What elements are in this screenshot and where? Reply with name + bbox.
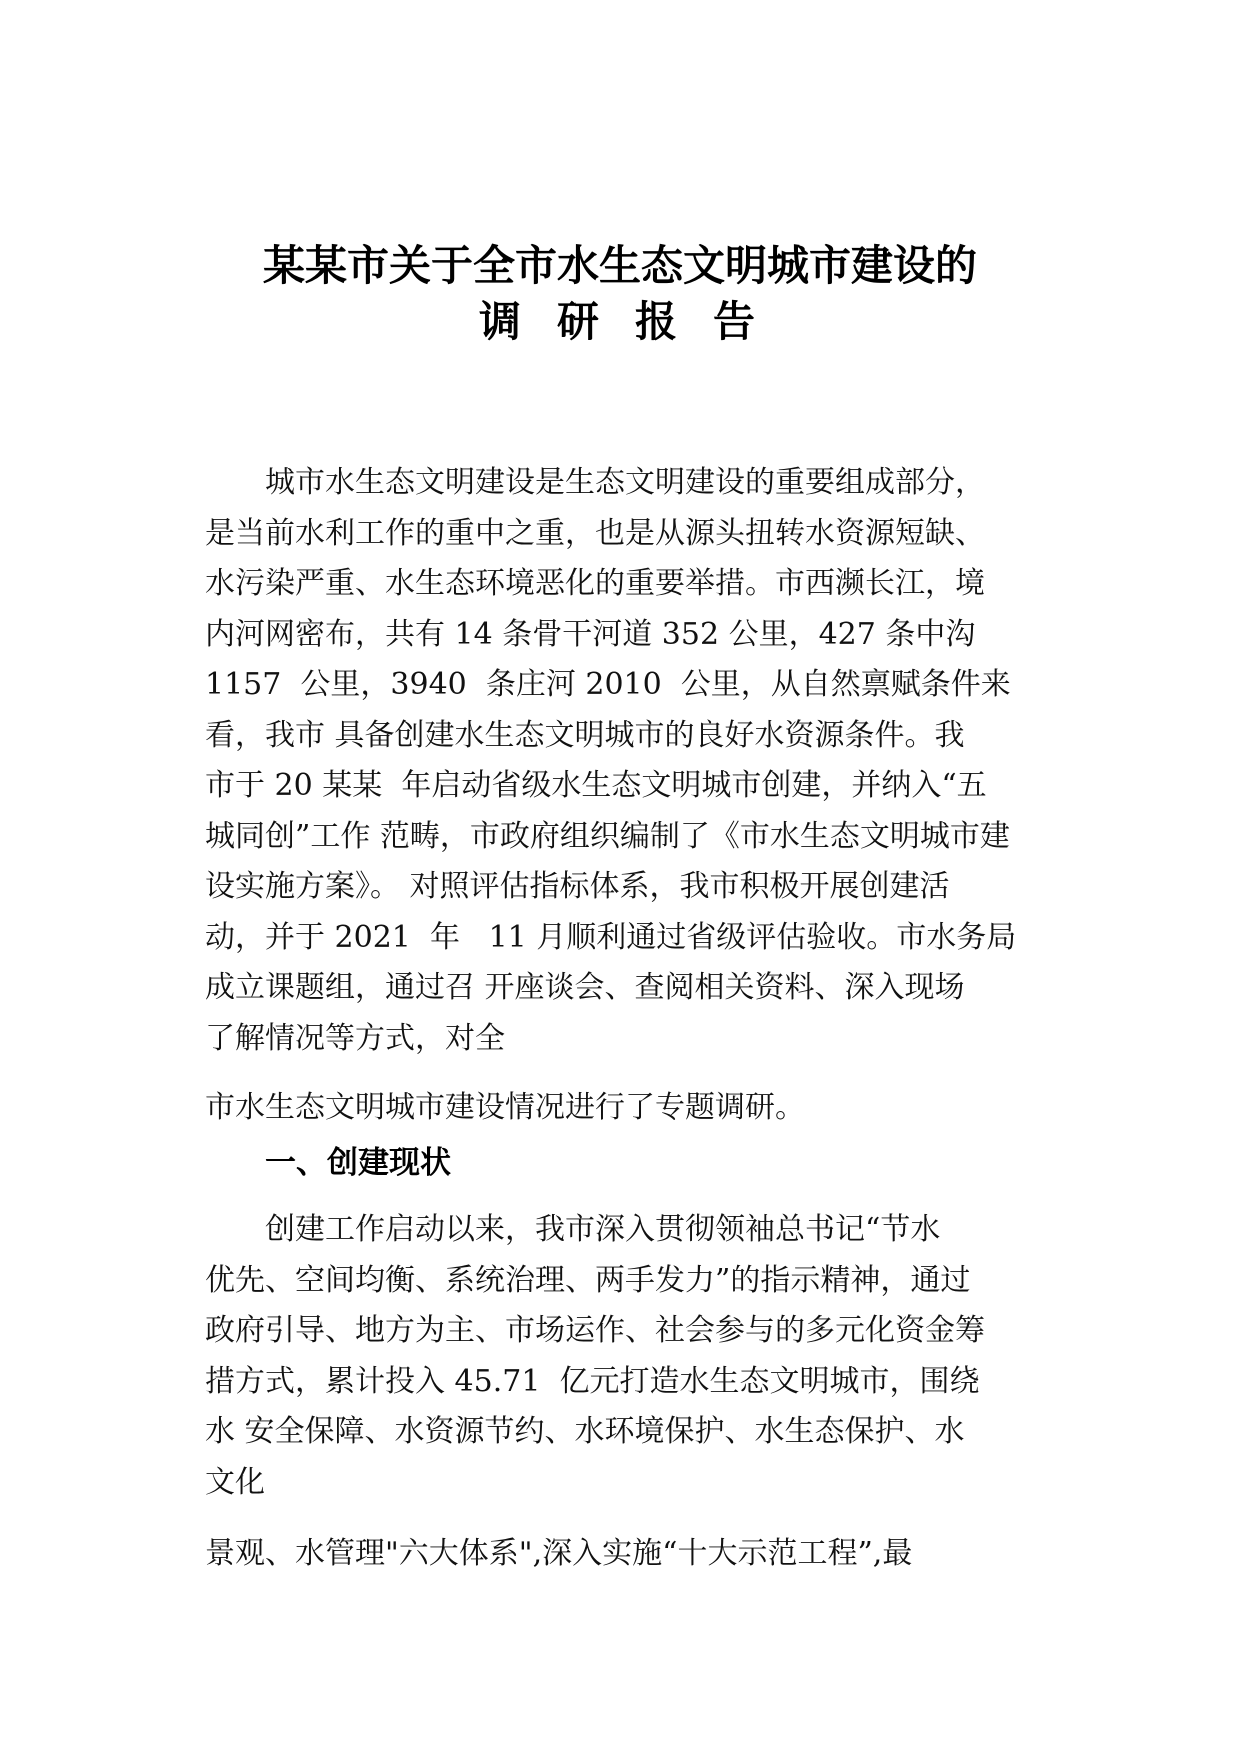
paragraph-line: 是当前水利工作的重中之重，也是从源头扭转水资源短缺、: [205, 515, 985, 551]
paragraph-line: 城市水生态文明建设是生态文明建设的重要组成部分，: [265, 465, 985, 500]
paragraph-line: 1157 公里，3940 条庄河 2010 公里，从自然禀赋条件来: [205, 667, 1011, 702]
paragraph-line: 内河网密布，共有 14 条骨干河道 352 公里，427 条中沟: [205, 616, 976, 652]
status-paragraph: [205, 1205, 1085, 1508]
status-paragraph-tail: [205, 1529, 1085, 1580]
paragraph-line: 市水生态文明城市建设情况进行了专题调研。: [205, 1090, 805, 1125]
paragraph-line: 水污染严重、水生态环境恶化的重要举措。市西濒长江，境: [205, 566, 985, 601]
paragraph-line: 城同创”工作 范畴，市政府组织编制了《市水生态文明城市建: [205, 818, 1010, 854]
paragraph-line: 动，并于 2021 年 11 月顺利通过省级评估验收。市水务局: [205, 919, 1017, 955]
intro-paragraph-tail: [205, 1083, 1085, 1134]
paragraph-line: 水 安全保障、水资源节约、水环境保护、水生态保护、水: [205, 1414, 965, 1449]
paragraph-line: 看，我市 具备创建水生态文明城市的良好水资源条件。我: [205, 717, 965, 753]
paragraph-line: 创建工作启动以来，我市深入贯彻领袖总书记“节水: [265, 1212, 941, 1247]
paragraph-line: 措方式，累计投入 45.71 亿元打造水生态文明城市，围绕: [205, 1363, 980, 1399]
title-line-2: 调研报告: [478, 297, 791, 346]
document-title: [0, 238, 1240, 350]
paragraph-line: 市于 20 某某 年启动省级水生态文明城市创建，并纳入“五: [205, 768, 987, 803]
paragraph-line: 政府引导、地方为主、市场运作、社会参与的多元化资金筹: [205, 1313, 985, 1348]
paragraph-line: 了解情况等方式，对全: [205, 1020, 505, 1056]
paragraph-line: 景观、水管理"六大体系",深入实施“十大示范工程”,最: [205, 1536, 913, 1571]
paragraph-line: 文化: [205, 1464, 265, 1500]
section-heading: 一、创建现状: [265, 1145, 451, 1181]
paragraph-line: 优先、空间均衡、系统治理、两手发力”的指示精神，通过: [205, 1262, 971, 1298]
paragraph-line: 设实施方案》。 对照评估指标体系，我市积极开展创建活: [205, 869, 950, 904]
title-line-1: 某某市关于全市水生态文明城市建设的: [262, 241, 977, 290]
paragraph-line: 成立课题组，通过召 开座谈会、查阅相关资料、深入现场: [205, 970, 965, 1005]
intro-paragraph: [205, 458, 1085, 1064]
